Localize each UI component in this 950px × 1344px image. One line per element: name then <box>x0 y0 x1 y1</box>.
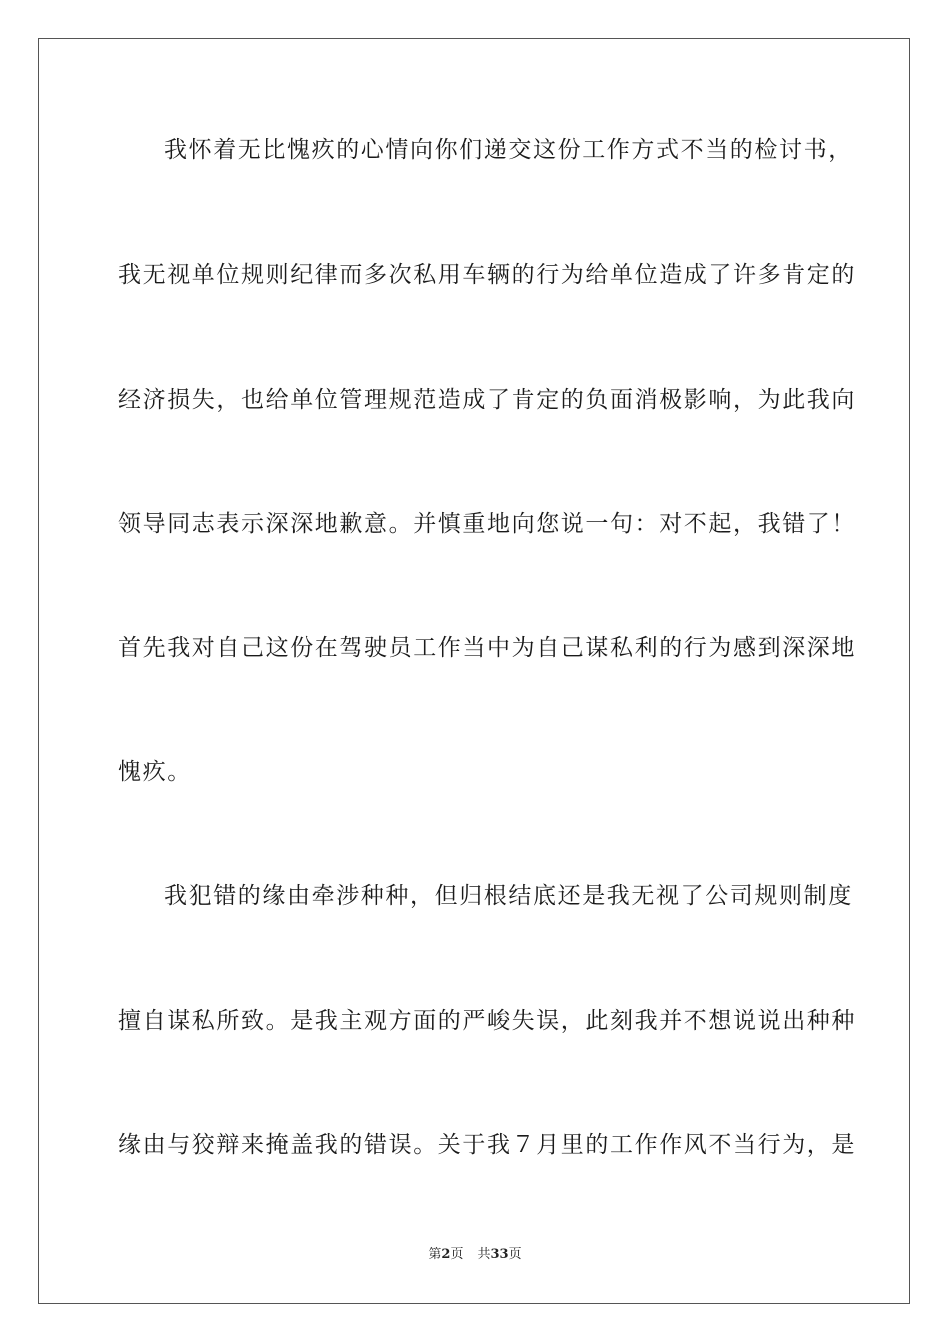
footer-page-number: 2 <box>441 1247 451 1262</box>
paragraph-1-line-2: 我无视单位规则纪律而多次私用车辆的行为给单位造成了许多肯定的 <box>118 262 856 288</box>
paragraph-1-line-1: 我怀着无比愧疚的心情向你们递交这份工作方式不当的检讨书， <box>164 137 853 163</box>
paragraph-1-line-4: 领导同志表示深深地歉意。并慎重地向您说一句：对不起，我错了！ <box>118 511 856 537</box>
footer-page-prefix: 第 <box>428 1247 442 1262</box>
footer-total-pages: 33 <box>490 1247 509 1262</box>
page-footer <box>0 1246 950 1264</box>
paragraph-2-line-3: 缘由与狡辩来掩盖我的错误。关于我７月里的工作作风不当行为，是 <box>118 1132 856 1158</box>
footer-total-prefix: 共 <box>477 1247 491 1262</box>
footer-total-suffix: 页 <box>508 1247 522 1262</box>
paragraph-1-line-3: 经济损失，也给单位管理规范造成了肯定的负面消极影响，为此我向 <box>118 387 856 413</box>
paragraph-1-line-5: 首先我对自己这份在驾驶员工作当中为自己谋私利的行为感到深深地 <box>118 635 856 661</box>
paragraph-1-line-6: 愧疚。 <box>118 759 192 785</box>
paragraph-2-line-2: 擅自谋私所致。是我主观方面的严峻失误，此刻我并不想说说出种种 <box>118 1008 856 1034</box>
page-border <box>38 38 910 1304</box>
paragraph-2-line-1: 我犯错的缘由牵涉种种，但归根结底还是我无视了公司规则制度 <box>164 883 853 909</box>
footer-page-suffix: 页 <box>450 1247 464 1262</box>
